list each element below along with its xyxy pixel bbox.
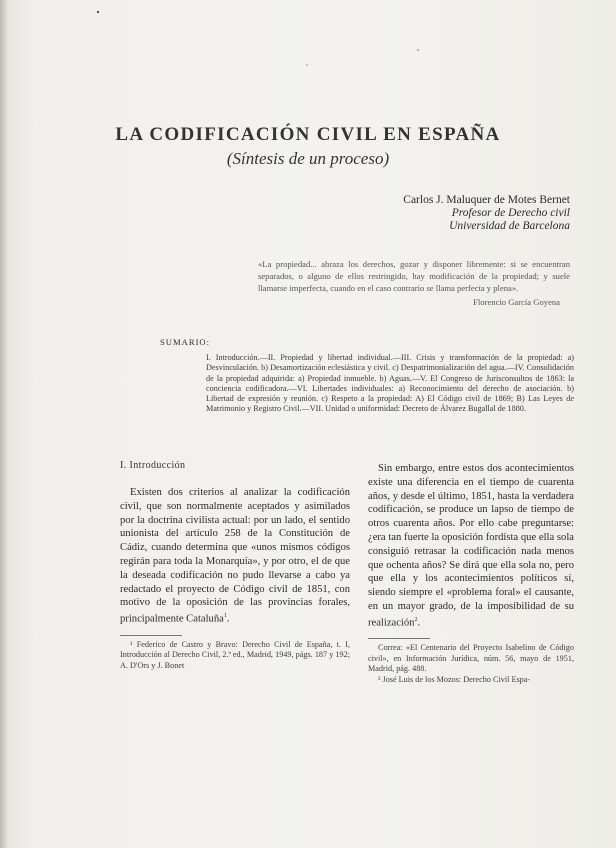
summary-label: SUMARIO:	[160, 337, 211, 347]
footnote-continuation: Correa: «El Centenario del Proyecto Isabelino de Código civil», en Información Jurídica, núm. 56, mayo de 1951, Madrid, pág. 488.	[368, 643, 574, 674]
section-heading: I. Introducción	[120, 460, 186, 471]
author-university: Universidad de Barcelona	[449, 220, 570, 232]
summary-text: I. Introducción.—II. Propiedad y libertad individual.—III. Crisis y transformación de la propiedad: a) Desvinculación. b) Desamortización eclesiástica y civil. c) Despatrimonialización del agua.—IV. Consolidación de la propiedad adquirida: a) Propiedad inmueble. b) Aguas.—V. El Congreso de Jurisconsultos de 1863: la conciencia codificadora.—VI. Libertades individuales: a) Reconocimiento del derecho de asociación. b) Libertad de expresión y reunión. c) Respeto a la propiedad: A) El Código civil de 1869; B) Las Leyes de Matrimonio y Registro Civil.—VII. Unidad o uniformidad: Decreto de Álvarez Bugallal de 1880.	[206, 353, 574, 414]
epigraph-quote: «La propiedad... abraza los derechos, gozar y disponer libremente: si se encuentran separados, o alguno de ellos restringido, hay modificación de la propiedad; y suele llamarse imperfecta, cuando en el caso contrario se llama perfecta y plena».	[258, 259, 570, 293]
right-column	[368, 462, 574, 685]
epigraph-attribution: Florencio García Goyena	[473, 297, 560, 307]
body-paragraph-text: Existen dos criterios al analizar la codificación civil, que son normalmente aceptados y asimilados por la doctrina civilista actual: por un lado, el sentido unionista del artículo 258 de la Constitución de Cádiz, cuando determina que «unos mismos códigos regirán para toda la Monarquía», y por otro, el de que la deseada codificación no pudo llevarse a cabo ya redactado el proyecto de Código civil de 1851, con motivo de la oposición de las provincias forales, principalmente Cataluña	[120, 487, 350, 625]
body-paragraph-text: Sin embargo, entre estos dos acontecimientos existe una diferencia en el tiempo de cuarenta años, y desde el último, 1851, hasta la verdadera codificación, se produce un lapso de tiempo de otros cuarenta años. Por ello cabe preguntarse: ¿era tan fuerte la oposición fordista que ella sola consiguió retrasar la codificación nada menos que ochenta años? Se dirá que ella sola no, pero que ella y los acontecimientos políticos sí, siendo siempre el «problema foral» el causante, en un mayor grado, de la imposibilidad de su realización	[368, 463, 574, 629]
author-block	[300, 194, 570, 233]
footnote-ref: 1	[223, 613, 227, 620]
body-paragraph: Existen dos criterios al analizar la codificación civil, que son normalmente aceptados y asimilados por la doctrina civilista actual: por un lado, el sentido unionista del artículo 258 de la Constitución de Cádiz, cuando determina que «unos mismos códigos regirán para toda la Monarquía», y por otro, el de que la deseada codificación no pudo llevarse a cabo ya redactado el proyecto de Código civil de 1851, con motivo de la oposición de las provincias forales, principalmente Cataluña$^1$.	[120, 487, 350, 625]
footnote-divider	[120, 635, 182, 636]
article-title: LA CODIFICACIÓN CIVIL EN ESPAÑA	[115, 124, 501, 145]
author-role: Profesor de Derecho civil	[451, 207, 570, 219]
author-name: Carlos J. Maluquer de Motes Bernet	[403, 194, 570, 206]
footnote-ref: 2	[414, 616, 418, 623]
left-column	[120, 460, 350, 671]
footnote-divider	[368, 638, 430, 639]
footnote: ¹ Federico de Castro y Bravo: Derecho Civil de España, t. I, Introducción al Derecho Civil, 2.ª ed., Madrid, 1949, págs. 187 y 192; A. D'Ors y J. Bonet	[120, 639, 350, 670]
article-subtitle: (Síntesis de un proceso)	[226, 149, 390, 168]
footnote: ² José Luis de los Mozos: Derecho Civil Espa-	[378, 674, 531, 684]
body-paragraph: Sin embargo, entre estos dos acontecimientos existe una diferencia en el tiempo de cuarenta años, y desde el último, 1851, hasta la verdadera codificación, se produce un lapso de tiempo de otros cuarenta años. Por ello cabe preguntarse: ¿era tan fuerte la oposición fordista que ella sola consiguió retrasar la codificación nada menos que ochenta años? Se dirá que ella sola no, pero que ella y los acontecimientos políticos sí, siendo siempre el «problema foral» el causante, en un mayor grado, de la imposibilidad de su realización$^2$.	[368, 463, 574, 629]
